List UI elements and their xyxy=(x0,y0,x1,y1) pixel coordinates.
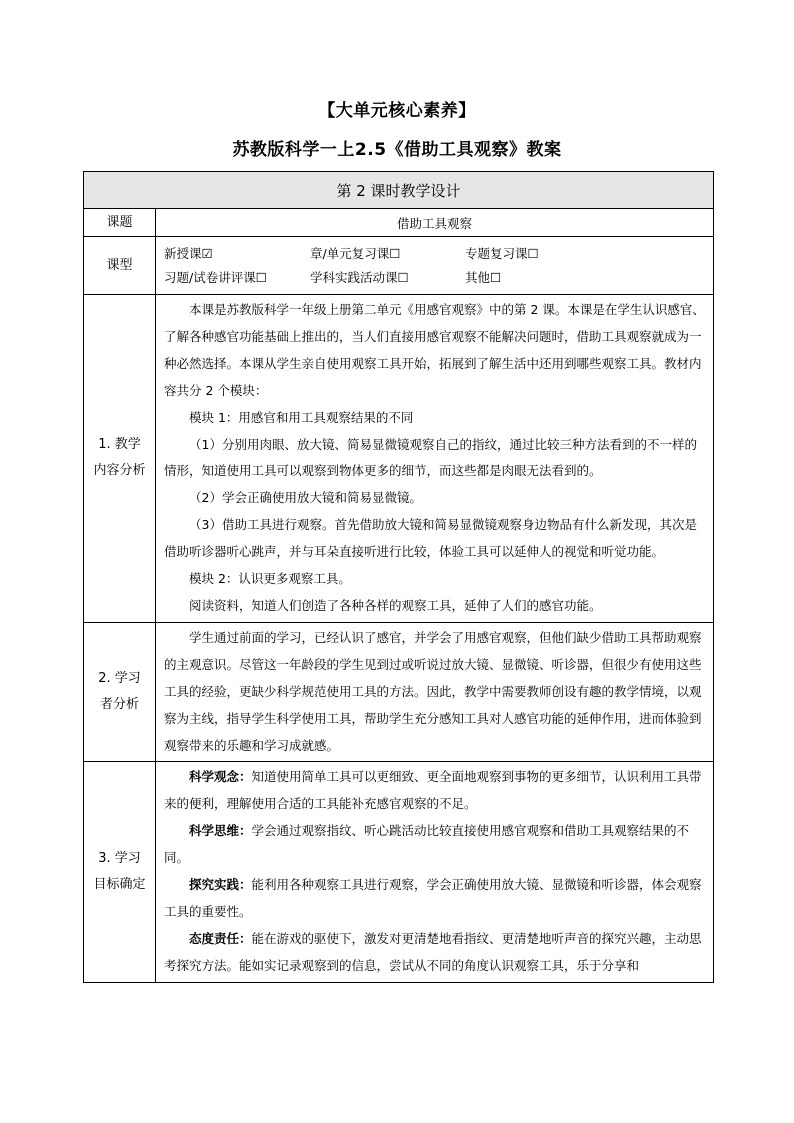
topic-value: 借助工具观察 xyxy=(156,209,714,237)
type-option-exercise-review: 习题/试卷讲评课☐ xyxy=(164,269,267,285)
lesson-type-options-row-1 xyxy=(164,242,707,266)
lesson-type-options-row-2 xyxy=(164,266,707,290)
paragraph: 模块 2：认识更多观察工具。 xyxy=(189,571,351,587)
learner-analysis-row xyxy=(84,622,714,762)
learning-goals-row xyxy=(84,762,714,982)
content-analysis-text xyxy=(156,295,714,623)
paragraph: （3）借助工具进行观察。首先借助放大镜和简易显微镜观察身边物品有什么新发现，其次是借助听诊器听心跳声，并与耳朵直接听进行比较，体验工具可以延伸人的视觉和听觉功能。 xyxy=(164,517,697,560)
paragraph: 本课是苏教版科学一年级上册第二单元《用感官观察》中的第 2 课。本课是在学生认识感官、了解各种感官功能基础上推出的，当人们直接用感官观察不能解决问题时，借助工具观察就成为一种必然选择。本课从学生亲自使用观察工具开始，拓展到了解生活中还用到哪些观察工具。教材内容共分 2 个模块： xyxy=(164,302,705,398)
goal-item: 科学观念：知道使用简单工具可以更细致、更全面地观察到事物的更多细节，认识利用工具带来的便利，理解使用合适的工具能补充感官观察的不足。 xyxy=(164,769,702,812)
learner-analysis-text xyxy=(156,622,714,762)
goal-item: 探究实践：能利用各种观察工具进行观察，学会正确使用放大镜、显微镜和听诊器，体会观察工具的重要性。 xyxy=(164,877,702,919)
learning-goals-label: 3. 学习 目标确定 xyxy=(84,762,156,982)
goal-item: 科学思维：学会通过观察指纹、听心跳活动比较直接使用感官观察和借助工具观察结果的不同。 xyxy=(164,823,690,866)
paragraph: 模块 1：用感官和用工具观察结果的不同 xyxy=(189,409,414,425)
learner-analysis-label: 2. 学习 者分析 xyxy=(84,622,156,762)
paragraph: 学生通过前面的学习，已经认识了感官，并学会了用感官观察，但他们缺少借助工具帮助观察的主观意识。尽管这一年龄段的学生见到过或听说过放大镜、显微镜、听诊器，但很少有使用这些工具的经验，更缺少科学规范使用工具的方法。因此，教学中需要教师创设有趣的教学情境，以观察为主线，指导学生科学使用工具，帮助学生充分感知工具对人感官功能的延伸作用，进而体验到观察带来的乐趣和学习成就感。 xyxy=(164,629,702,753)
lesson-type-label: 课型 xyxy=(84,237,156,295)
topic-label: 课题 xyxy=(84,209,156,237)
document-title: 【大单元核心素养】 xyxy=(318,101,476,121)
learning-goals-text xyxy=(156,762,714,982)
type-option-other: 其他☐ xyxy=(465,269,502,285)
lesson-plan-table xyxy=(83,171,714,983)
lesson-period-heading: 第 2 课时教学设计 xyxy=(84,172,714,209)
content-analysis-label: 1. 教学 内容分析 xyxy=(84,295,156,623)
type-option-unit-review: 章/单元复习课☐ xyxy=(310,245,401,261)
paragraph: 阅读资料，知道人们创造了各种各样的观察工具，延伸了人们的感官功能。 xyxy=(189,597,602,613)
paragraph: （1）分别用肉眼、放大镜、简易显微镜观察自己的指纹，通过比较三种方法看到的不一样的情形，知道使用工具可以观察到物体更多的细节，而这些都是肉眼无法看到的。 xyxy=(164,436,697,479)
lesson-type-row xyxy=(84,237,714,295)
type-option-practice-activity: 学科实践活动课☐ xyxy=(310,269,409,285)
document-subtitle: 苏教版科学一上2.5《借助工具观察》教案 xyxy=(232,140,562,160)
content-analysis-row xyxy=(84,295,714,623)
topic-row xyxy=(84,209,714,237)
goal-item: 态度责任：能在游戏的驱使下，激发对更清楚地看指纹、更清楚地听声音的探究兴趣，主动思考探究方法。能如实记录观察到的信息，尝试从不同的角度认识观察工具，乐于分享和 xyxy=(164,930,702,973)
type-option-new: 新授课☑ xyxy=(164,245,213,261)
paragraph: （2）学会正确使用放大镜和简易显微镜。 xyxy=(189,490,422,506)
table-header-row xyxy=(84,172,714,209)
type-option-topic-review: 专题复习课☐ xyxy=(465,245,539,261)
